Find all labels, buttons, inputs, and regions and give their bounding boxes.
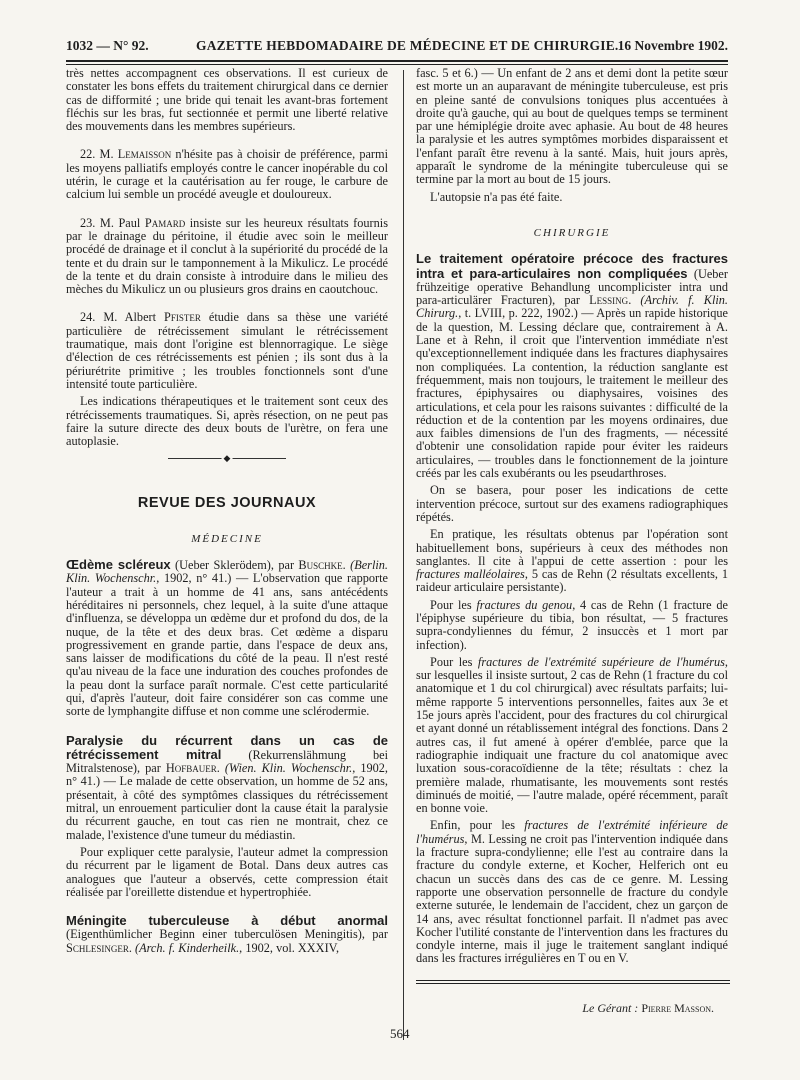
paragraph-humerus-sup: Pour les fractures de l'extrémité supérieure de l'humérus, sur lesquelles il insiste surtout, 2 cas de Rehn (1 fracture du col anatomique et 1 du col chirurgical) avec résultats parfaits; lui-même rapporte 5 interventions personnelles, faites aux 3e et 15e jours après l'accident, pour des fractures du col chirurgical et ayant donné un rétablissement intégral des fonctions. Dans 2 autres cas, il fut amené à opérer d'emblée, parce que la radiographie indiquait une fracture du col anatomique avec luxation sous-coracoïdienne de la tête; résultats : chez la première malade, rhumatisante, les mouvements sont restés diminués de moitié, — l'autre malade, opéré récemment, paraît en bonne voie.: [416, 654, 728, 816]
page-number: 564: [390, 1026, 410, 1041]
article-fractures: Le traitement opératoire précoce des fractures intra et para-articulaires non compliquées (Ueber frühzeitige operative Behandlung uncomplicister intra und para-articulärer Fracturen), par Lessing. (Archiv. f. Klin. Chirurg., t. LVIII, p. 222, 1902.) — Après un rapide historique de la question, M. Lessing déclare que, contrairement à A. Lane et à Rehn, il croit que l'intervention immédiate n'est qu'exceptionnellement indiquée dans les fractures diaphysaires non compliquées. La contention, la réduction sanglante est fréquemment, mais non toujours, le traitement le meilleur des fractures, épiphysaires ou diaphysaires, voisines des articulations, et cela pour les raisons suivantes : difficulté de la réduction et de la contention par les moyens ordinaires, due aux faibles dimensions de l'un des fragments, — nécessité d'obtenir une consolidation rapide pour éviter les raideurs articulaires, — troubles dans le fonctionnement de la jointure créés par les cals exubérants ou les pseudarthroses.: [416, 251, 728, 481]
paragraph-autopsie: L'autopsie n'a pas été faite.: [430, 189, 563, 204]
paragraph-24: 24. M. Albert Pfister étudie dans sa thèse une variété particulière de rétrécissement simulant le rétrécissement traumatique, mais dont l'origine est blennorragique. Le siège d'élection de ces rétrécissements est pénien ; ils sont dus à la périurétrite primitive ; les troubles fonctionnels sont d'une intensité toute particulière.: [66, 310, 389, 391]
subsection-title: CHIRURGIE: [533, 226, 611, 239]
article-paralysie-cont: Pour expliquer cette paralysie, l'auteur admet la compression du récurrent par le ligament de Botal. Dans deux autres cas analogues que l'auteur a observés, cette compression était réalisée par l'oreillette distendue et hypertrophiée.: [66, 844, 388, 899]
article-paralysie: Paralysie du récurrent dans un cas de rétrécissement mitral (Rekurrenslähmung bei Mitralstenose), par Hofbauer. (Wien. Klin. Wochenschr., 1902, n° 41.) — Le malade de cette observation, un homme de 52 ans, présentait, à côté des symptômes classiques du rétrécissement mitral, un enrouement particulier dont la cause était la paralysie du récurrent gauche, en tout cas rien ne montrait, chez ce malade, l'existence d'une tumeur du médiastin.: [66, 732, 389, 842]
section-separator: [168, 458, 286, 459]
author-name: Lemaisson: [117, 147, 172, 162]
article-title: Méningite tuberculeuse à début anormal: [66, 913, 388, 929]
article-oedeme: Œdème scléreux (Ueber Sklerödem), par Buschke. (Berlin. Klin. Wochenschr., 1902, n° 41.) — L'observation que rapporte l'auteur a trait à un homme de 41 ans, sans antécédents héréditaires ni personnels, chez lequel, à la suite d'une attaque d'influenza, se développa un œdème dur et profond du dos, de la nuque, de la tête et des deux bras. Cet œdème a disparu progressivement en grande partie, dans l'espace de deux ans, sans laisser de modifications du côté de la peau. Il n'est resté qu'au niveau de la face une induration des couches profondes de la peau dont la surface paraît normale. C'est cette particularité qui, d'après l'auteur, doit faire considérer son cas comme une sorte de lymphangite diffuse et non comme une sclérodermie.: [66, 557, 388, 719]
right-column: [416, 67, 728, 1015]
paragraph-23: 23. M. Paul Pamard insiste sur les heureux résultats fournis par le drainage du péritoine, il étudie avec soin le meilleur procédé de drainage et il conclut à la supériorité du procédé de la tente et du drain sur le tamponnement à la Mikulicz. Le procédé de la tente et du drain consiste à introduire dans le milieu des mèches du Mikulicz un ou plusieurs gros drains en caoutchouc.: [66, 215, 389, 297]
section-title: REVUE DES JOURNAUX: [137, 495, 317, 512]
subsection-title: MÉDECINE: [191, 532, 263, 545]
paragraph-base: On se basera, pour poser les indications de cette intervention précoce, surtout sur des examens radiographiques répétés.: [416, 483, 728, 524]
running-header: [66, 38, 728, 58]
paragraph-22: 22. M. Lemaisson n'hésite pas à choisir de préférence, parmi les moyens palliatifs employés contre le cancer inopérable du col utérin, le curage et la cautérisation au fer rouge, le carbure de calcium lui semble un procédé aveugle et douloureux.: [66, 147, 389, 202]
article-title: Paralysie du récurrent dans un cas de rétrécissement mitral: [66, 732, 388, 762]
article-title: Œdème scléreux: [66, 557, 171, 573]
column-divider: [403, 70, 404, 1040]
closing-rule: [416, 980, 730, 984]
header-page-issue: 1032 — N° 92.: [66, 38, 149, 53]
paragraph-genou: Pour les fractures du genou, 4 cas de Rehn (1 fracture de l'épiphyse supérieure du tibia, bon résultat, — 5 fractures supra-condyliennes du fémur, 2 insuccès et 1 mort par infection).: [416, 597, 728, 652]
header-rule: [66, 60, 728, 65]
paragraph-24-cont: Les indications thérapeutiques et le traitement sont ceux des rétrécissements traumatiques. Si, après résection, on ne peut pas faire la suture directe des deux bouts de l'urètre, on fera une autoplasie.: [66, 394, 388, 449]
paragraph-humerus-inf: Enfin, pour les fractures de l'extrémité inférieure de l'humérus, M. Lessing ne croit pas l'intervention indiquée dans la fracture supra-condylienne; elle l'est au contraire dans la fracture du condyle externe, et Kocher, Helferich ont eu chacun un succès dans des cas de ce genre. M. Lessing rapporte une observation personnelle de fracture du condyle externe suturée, le lendemain de l'accident, chez un garçon de 14 ans, avec résultat fonctionnel parfait. Il n'admet pas avec Kocher l'utilité constante de l'intervention dans les fractures du condyle interne, mais il juge le traitement sanglant indiqué dans les fractures irrégulières en T ou en V.: [416, 818, 728, 966]
left-column: [66, 67, 388, 959]
author-name: Pamard: [144, 215, 186, 230]
article-meningite-cont: fasc. 5 et 6.) — Un enfant de 2 ans et demi dont la petite sœur est morte un an auparavant de méningite tuberculeuse, est pris en pleine santé de convulsions toniques plus accentuées à droite qu'à gauche, qui au bout de quelques temps se terminent par une hémiplégie droite avec aphasie. Au bout de 48 heures la paralysie et les autres symptômes morbides disparaissent et l'enfant paraît être revenu à la santé. Mais, huit jours après, apparaît le syndrome de la méningite tuberculeuse qui se termine par la mort au bout de 15 jours.: [416, 66, 728, 187]
header-journal-title: GAZETTE HEBDOMADAIRE DE MÉDECINE ET DE CHIRURGIE.: [196, 38, 619, 53]
header-date: 16 Novembre 1902.: [617, 38, 728, 53]
author-name: Pfister: [164, 310, 201, 325]
article-title: Le traitement opératoire précoce des fractures intra et para-articulaires non compliquées: [416, 251, 728, 281]
article-meningite: Méningite tuberculeuse à début anormal (Eigenthümlicher Beginn einer tuberculösen Meningitis), par Schlesinger. (Arch. f. Kinderheilk., 1902, vol. XXXIV,: [66, 913, 388, 955]
paragraph-intro: très nettes accompagnent ces observations. Il est curieux de constater les bons effets du traitement chirurgical dans ce dernier cas de difformité ; une bride qui tenait les avant-bras fortement fléchis sur les bras, fut sectionnée et permit une liberté relative des mouvements dans les membres supérieurs.: [66, 66, 388, 134]
paragraph-pratique: En pratique, les résultats obtenus par l'opération sont habituellement bons, supérieurs à ceux des méthodes non sanglantes. Il cite à l'appui de cette assertion : pour les fractures malléolaires, 5 cas de Rehn (2 résultats excellents, 1 raideur articulaire persistante).: [416, 527, 728, 595]
publisher-signature: Le Gérant : Pierre Masson.: [582, 1000, 714, 1015]
